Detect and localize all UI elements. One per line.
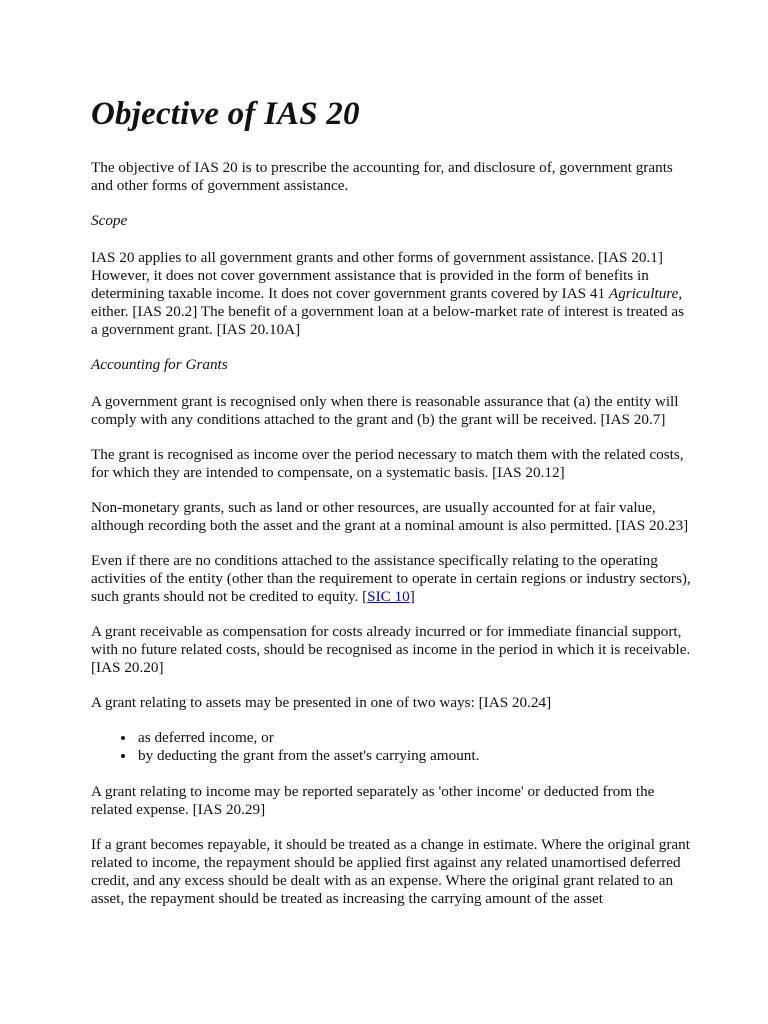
document-page [91, 90, 691, 925]
page-title: Objective of IAS 20 [91, 96, 360, 132]
asset-options-list [91, 729, 691, 765]
scope-heading: Scope [91, 212, 128, 229]
non-monetary-paragraph: Non-monetary grants, such as land or other resources, are usually accounted for at fair value, although recording both the asset and the grant at a nominal amount is also permitted. [IAS 20.23] [91, 499, 689, 534]
list-item: • by deducting the grant from the asset's carrying amount. [136, 747, 691, 765]
income-grant-paragraph: A grant relating to income may be reported separately as 'other income' or deducted from the related expense. [IAS 20.29] [91, 783, 655, 818]
sic-10-link[interactable]: SIC 10 [367, 588, 410, 605]
accounting-heading: Accounting for Grants [91, 356, 228, 373]
income-recognition-paragraph: The grant is recognised as income over the period necessary to match them with the related costs, for which they are intended to compensate, on a systematic basis. [IAS 20.12] [91, 446, 684, 481]
repayable-paragraph: If a grant becomes repayable, it should be treated as a change in estimate. Where the original grant related to income, the repayment should be applied first against any related unamortised deferred credit, and any excess should be dealt with as an expense. Where the original grant related to an asset, the repayment should be treated as increasing the carrying amount of the asset [91, 836, 690, 907]
compensation-paragraph: A grant receivable as compensation for costs already incurred or for immediate financial support, with no future related costs, should be recognised as income in the period in which it is receivable. [IAS 20.20] [91, 623, 691, 676]
list-item: • as deferred income, or [136, 729, 691, 747]
scope-paragraph: IAS 20 applies to all government grants and other forms of government assistance. [IAS 20.1] However, it does not cover government assistance that is provided in the form of benefits in determining taxable income. It does not cover government grants covered by IAS 41 Agriculture, either. [IAS 20.2] The benefit of a government loan at a below-market rate of interest is treated as a government grant. [IAS 20.10A] [91, 249, 685, 338]
assets-paragraph: A grant relating to assets may be presented in one of two ways: [IAS 20.24] [91, 694, 552, 711]
agriculture-emphasis: Agriculture [608, 285, 679, 302]
intro-paragraph: The objective of IAS 20 is to prescribe the accounting for, and disclosure of, government grants and other forms of government assistance. [91, 159, 673, 194]
recognition-paragraph: A government grant is recognised only when there is reasonable assurance that (a) the entity will comply with any conditions attached to the grant and (b) the grant will be received. [IAS 20.7] [91, 393, 679, 428]
conditions-paragraph: Even if there are no conditions attached to the assistance specifically relating to the operating activities of the entity (other than the requirement to operate in certain regions or industry sectors), such grants should not be credited to equity. [SIC 10] [91, 552, 691, 605]
